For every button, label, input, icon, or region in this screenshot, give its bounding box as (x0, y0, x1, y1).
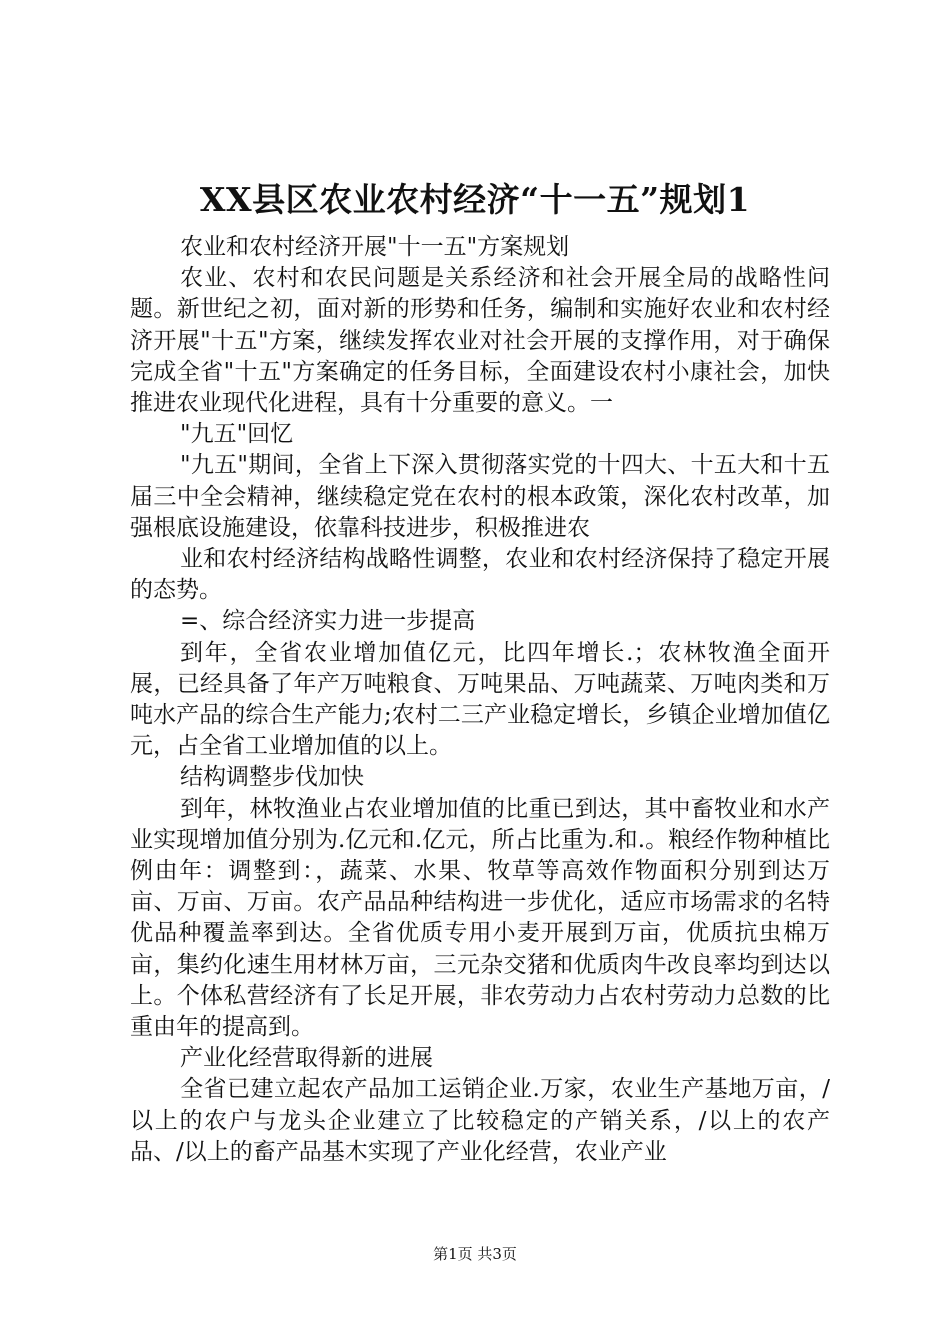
paragraph-structure: 到年，林牧渔业占农业增加值的比重已到达，其中畜牧业和水产业实现增加值分别为.亿元和.亿元，所占比重为.和.。粮经作物种植比例由年：调整到：，蔬菜、水果、牧草等高效作物面积分别到达万亩、万亩、万亩。农产品品种结构进一步优化，适应市场需求的名特优品种覆盖率到达。全省优质专用小麦开展到万亩，优质抗虫棉万亩，集约化速生用材林万亩，三元杂交猪和优质肉牛改良率均到达以上。个体私营经济有了长足开展，非农劳动力占农村劳动力总数的比重由年的提高到。 (130, 795, 830, 1041)
document-title: XX县区农业农村经济“十一五”规划1 (199, 180, 751, 219)
paragraph-intro: 农业、农村和农民问题是关系经济和社会开展全局的战略性问题。新世纪之初，面对新的形势和任务，编制和实施好农业和农村经济开展"十五"方案，继续发挥农业对社会开展的支撑作用，对于确保完成全省"十五"方案确定的任务目标，全面建设农村小康社会，加快推进农业现代化进程，具有十分重要的意义。一 (130, 265, 830, 417)
page-number: 第1页 共3页 (433, 1245, 517, 1263)
paragraph-ninth-five-period: "九五"期间，全省上下深入贯彻落实党的十四大、十五大和十五届三中全会精神，继续稳定党在农村的根本政策，深化农村改革，加强根底设施建设，依靠科技进步，积极推进农 (130, 452, 830, 541)
paragraph-economic-strength-heading: =、综合经济实力进一步提高 (180, 608, 476, 635)
document-body (130, 232, 830, 1168)
paragraph-structure-heading: 结构调整步伐加快 (180, 764, 364, 791)
paragraph-structure-adjustment: 业和农村经济结构战略性调整，农业和农村经济保持了稳定开展的态势。 (130, 546, 830, 604)
paragraph-industrialization-heading: 产业化经营取得新的进展 (180, 1045, 433, 1072)
paragraph-review-heading: "九五"回忆 (180, 421, 294, 448)
paragraph-plan-heading: 农业和农村经济开展"十一五"方案规划 (180, 234, 570, 260)
paragraph-economic-strength: 到年，全省农业增加值亿元，比四年增长.；农林牧渔全面开展，已经具备了年产万吨粮食、万吨果品、万吨蔬菜、万吨肉类和万吨水产品的综合生产能力;农村二三产业稳定增长，乡镇企业增加值亿元，占全省工业增加值的以上。 (130, 639, 830, 760)
paragraph-industrialization: 全省已建立起农产品加工运销企业.万家，农业生产基地万亩，/以上的农户与龙头企业建立了比较稳定的产销关系，/以上的农产品、/以上的畜产品基木实现了产业化经营，农业产业 (130, 1076, 830, 1165)
